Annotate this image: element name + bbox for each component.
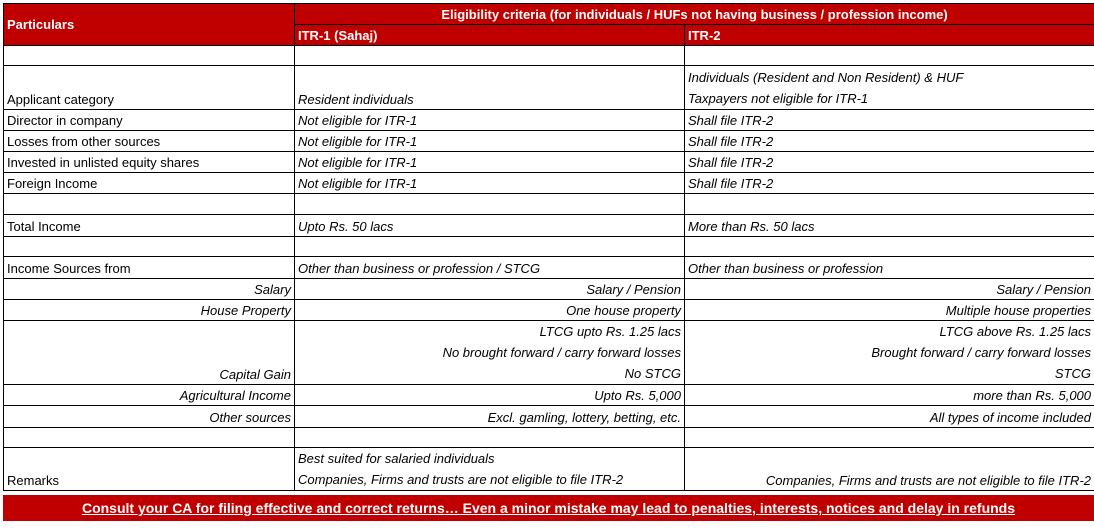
other-sources-row [4,406,1094,428]
itr2-line: LTCG above Rs. 1.25 lacs [939,324,1092,339]
itr2-value: Salary / Pension [685,279,1094,300]
spacer-row [4,46,1094,66]
income-sources-row [4,257,1094,279]
row-label: House Property [4,300,295,321]
itr2-value [685,321,1094,385]
spacer-row [4,237,1094,257]
losses-row [4,131,1094,152]
itr-comparison-table [3,3,1094,491]
itr2-value: Shall file ITR-2 [685,131,1094,152]
itr1-value: Not eligible for ITR-1 [295,131,685,152]
itr2-value: Multiple house properties [685,300,1094,321]
itr2-value: Companies, Firms and trusts are not eligible to file ITR-2 [685,448,1094,491]
itr1-value: Resident individuals [295,66,685,110]
itr2-line: Taxpayers not eligible for ITR-1 [688,91,869,106]
row-label: Capital Gain [4,321,295,385]
unlisted-shares-row [4,152,1094,173]
foreign-income-row [4,173,1094,194]
itr2-value: More than Rs. 50 lacs [685,215,1094,237]
itr1-value [295,448,685,491]
itr2-value: more than Rs. 5,000 [685,385,1094,406]
itr2-value: Shall file ITR-2 [685,152,1094,173]
spacer-row [4,428,1094,448]
itr2-line: Individuals (Resident and Non Resident) & HUF [688,70,964,85]
row-label: Income Sources from [4,257,295,279]
itr1-value: Not eligible for ITR-1 [295,110,685,131]
itr2-line: STCG [1054,366,1092,381]
row-label: Agricultural Income [4,385,295,406]
itr1-value: Upto Rs. 50 lacs [295,215,685,237]
salary-row [4,279,1094,300]
itr2-value: All types of income included [685,406,1094,428]
itr2-header: ITR-2 [685,25,1094,46]
itr1-line: No STCG [624,366,681,381]
itr2-value: Shall file ITR-2 [685,173,1094,194]
row-label: Losses from other sources [4,131,295,152]
itr1-line: Best suited for salaried individuals [298,451,495,466]
itr1-header: ITR-1 (Sahaj) [295,25,685,46]
house-property-row [4,300,1094,321]
row-label: Invested in unlisted equity shares [4,152,295,173]
applicant-category-row [4,66,1094,110]
remarks-row [4,448,1094,491]
itr1-line: Companies, Firms and trusts are not eligible to file ITR-2 [298,472,624,487]
itr1-value: Excl. gamling, lottery, betting, etc. [295,406,685,428]
agricultural-income-row [4,385,1094,406]
particulars-header: Particulars [4,4,295,46]
capital-gain-row [4,321,1094,385]
itr1-line: LTCG upto Rs. 1.25 lacs [539,324,681,339]
row-label: Salary [4,279,295,300]
row-label: Applicant category [4,66,295,110]
itr1-value [295,321,685,385]
eligibility-criteria-header: Eligibility criteria (for individuals / HUFs not having business / profession income) [295,4,1094,25]
itr2-value: Shall file ITR-2 [685,110,1094,131]
itr1-value: Salary / Pension [295,279,685,300]
itr1-value: One house property [295,300,685,321]
footer-banner: Consult your CA for filing effective and correct returns… Even a minor mistake may lead to penalties, interests, notices and delay in refunds [3,495,1094,521]
itr1-value: Not eligible for ITR-1 [295,173,685,194]
itr2-line: Brought forward / carry forward losses [871,345,1092,360]
itr1-line: No brought forward / carry forward losses [442,345,681,360]
row-label: Other sources [4,406,295,428]
spacer-row [4,194,1094,215]
row-label: Director in company [4,110,295,131]
row-label: Foreign Income [4,173,295,194]
itr1-value: Upto Rs. 5,000 [295,385,685,406]
itr2-value [685,66,1094,110]
row-label: Total Income [4,215,295,237]
itr1-value: Other than business or profession / STCG [295,257,685,279]
director-row [4,110,1094,131]
total-income-row [4,215,1094,237]
itr1-value: Not eligible for ITR-1 [295,152,685,173]
itr2-value: Other than business or profession [685,257,1094,279]
row-label: Remarks [4,448,295,491]
